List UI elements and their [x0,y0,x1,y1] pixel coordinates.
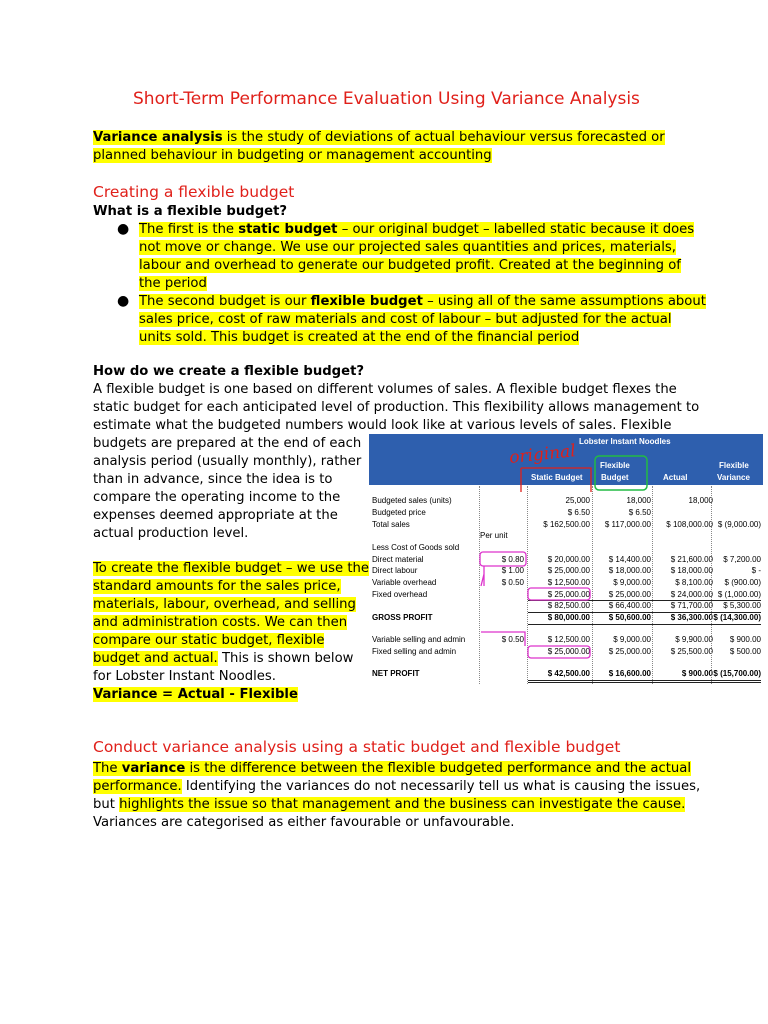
row-label: NET PROFIT [372,669,420,678]
question-how-create: How do we create a flexible budget? [93,364,365,379]
cell-static: $ 162,500.00 [543,520,590,529]
row-label: Less Cost of Goods sold [372,543,460,552]
cell-variance: $ - [751,566,761,575]
variance-formula: Variance = Actual - Flexible [93,687,298,702]
cell-actual: $ 21,600.00 [670,555,713,564]
cell-variance: $ (1,000.00) [717,590,761,599]
cell-flexible: $ 25,000.00 [608,647,651,656]
cell-actual: $ 18,000.00 [670,566,713,575]
p1-line: analysis period (usually monthly), rather [93,454,362,469]
s3-line-2: performance. Identifying the variances do not necessarily tell us what is causing the issues, [93,779,701,794]
row-label: Fixed overhead [372,590,428,599]
cell-static: $ 6.50 [567,508,590,517]
cell-variance: $ (15,700.00) [713,669,761,678]
intro-term: Variance analysis [93,130,223,145]
cell-flexible: $ 16,600.00 [608,669,651,678]
col-actual: Actual [663,473,688,482]
bullet1-line-2: not move or change. We use our projected sales quantities and prices, materials, [139,240,676,255]
flexible-budget-term: flexible budget [310,294,423,309]
row-label: Variable overhead [372,578,437,587]
cell-actual: $ 108,000.00 [666,520,713,529]
static-budget-term: static budget [238,222,338,237]
bullet2-line-2: sales price, cost of raw materials and cost of labour – but adjusted for the actual [139,312,672,327]
cell-flexible: $ 66,400.00 [608,601,651,610]
cell-actual: $ 8,100.00 [675,578,713,587]
s3-line-1: The variance is the difference between the flexible budgeted performance and the actual [93,761,692,776]
p1-line: than in advance, since the idea is to [93,472,333,487]
lobster-budget-table [369,434,763,684]
cell-static: $ 20,000.00 [547,555,590,564]
cell-variance: $ (900.00) [724,578,761,587]
p2-line: standard amounts for the sales price, [93,579,341,594]
col-variance-1: Flexible [719,461,749,470]
bullet1-line-4: the period [139,276,207,291]
cell-static: $ 25,000.00 [547,590,590,599]
p1-line: compare the operating income to the [93,490,341,505]
cell-static: $ 25,000.00 [547,566,590,575]
cell-variance: $ 900.00 [729,635,761,644]
cell-variance: $ (9,000.00) [717,520,761,529]
section-heading-flexible-budget: Creating a flexible budget [93,183,295,201]
cell-per-unit: $ 1.00 [501,566,524,575]
cell-static: $ 42,500.00 [547,669,590,678]
row-label: Direct labour [372,566,418,575]
col-variance-2: Variance [717,473,750,482]
cell-static: $ 25,000.00 [547,647,590,656]
question-what-is-flexible: What is a flexible budget? [93,204,288,219]
cell-static: $ 12,500.00 [547,578,590,587]
cell-actual: $ 24,000.00 [670,590,713,599]
col-flexible-1: Flexible [600,461,630,470]
cell-variance: $ 500.00 [729,647,761,656]
bullet2-line-3: units sold. This budget is created at the end of the financial period [139,330,580,345]
cell-flexible: $ 50,600.00 [608,613,651,622]
cell-static: $ 12,500.00 [547,635,590,644]
cell-per-unit: $ 0.50 [501,578,524,587]
cell-flexible: $ 14,400.00 [608,555,651,564]
row-label: Budgeted sales (units) [372,496,452,505]
intro-text-1: is the study of deviations of actual behaviour versus forecasted or [222,130,665,145]
cell-flexible: $ 9,000.00 [613,578,651,587]
handwritten-annotations [369,434,763,684]
s3-line-4: Variances are categorised as either favourable or unfavourable. [93,815,515,830]
p2-line: To create the flexible budget – we use the [93,561,369,576]
cell-flexible: $ 25,000.00 [608,590,651,599]
section-heading-conduct-variance: Conduct variance analysis using a static budget and flexible budget [93,738,621,756]
intro-line-2 [93,147,492,165]
p1-line: A flexible budget is one based on different volumes of sales. A flexible budget flexes the [93,382,677,397]
cell-variance: $ 7,200.00 [723,555,761,564]
cell-actual: $ 9,900.00 [675,635,713,644]
s3-line-3: but highlights the issue so that management and the business can investigate the cause. [93,797,686,812]
cell-flexible: $ 117,000.00 [604,520,651,529]
page-title: Short-Term Performance Evaluation Using Variance Analysis [133,89,640,109]
col-static-budget: Static Budget [531,473,583,482]
cell-static: 25,000 [565,496,590,505]
bullet1-line-1: The first is the static budget – our original budget – labelled static because it does [139,222,695,237]
p2-line: and administration costs. We can then [93,615,348,630]
variance-term: variance [121,761,186,776]
cell-flexible: $ 18,000.00 [608,566,651,575]
p2-line: materials, labour, overhead, and selling [93,597,356,612]
cell-per-unit: $ 0.80 [501,555,524,564]
p2-line: budget and actual. This is shown below [93,651,354,666]
annotation-original: original [508,441,577,469]
bullet2-line-1: The second budget is our flexible budget – using all of the same assumptions about [139,294,706,309]
cell-per-unit: $ 0.50 [501,635,524,644]
p1-line: actual production level. [93,526,249,541]
cell-flexible: $ 6.50 [628,508,651,517]
cell-actual: $ 25,500.00 [670,647,713,656]
row-label: Total sales [372,520,410,529]
row-label: Variable selling and admin [372,635,466,644]
p2-line: for Lobster Instant Noodles. [93,669,276,684]
cell-variance: $ (14,300.00) [713,613,761,622]
p1-line: expenses deemed appropriate at the [93,508,338,523]
col-flexible-2: Budget [601,473,629,482]
cell-actual: $ 71,700.00 [670,601,713,610]
row-label: Budgeted price [372,508,426,517]
row-label: Fixed selling and admin [372,647,457,656]
intro-line-1 [93,129,665,147]
p2-line: compare our static budget, flexible [93,633,325,648]
cell-variance: $ 5,300.00 [723,601,761,610]
p1-line: static budget for each anticipated level of production. This flexibility allows management to [93,400,700,415]
cell-flexible: 18,000 [626,496,651,505]
intro-text-2: planned behaviour in budgeting or management accounting [93,148,492,163]
per-unit-label: Per unit [480,531,508,540]
cell-static: $ 82,500.00 [547,601,590,610]
cell-static: $ 80,000.00 [547,613,590,622]
table-title: Lobster Instant Noodles [579,437,671,446]
p1-line: estimate what the budgeted numbers would look like at various levels of sales. Flexible [93,418,672,433]
bullet-dot: ● [117,221,130,237]
row-label: GROSS PROFIT [372,613,433,622]
cell-flexible: $ 9,000.00 [613,635,651,644]
cell-actual: 18,000 [688,496,713,505]
bullet1-line-3: labour and overhead to generate our budgeted profit. Created at the beginning of [139,258,681,273]
p1-line: budgets are prepared at the end of each [93,436,362,451]
bullet-dot: ● [117,293,130,309]
cell-actual: $ 36,300.00 [670,613,713,622]
row-label: Direct material [372,555,424,564]
cell-actual: $ 900.00 [681,669,713,678]
